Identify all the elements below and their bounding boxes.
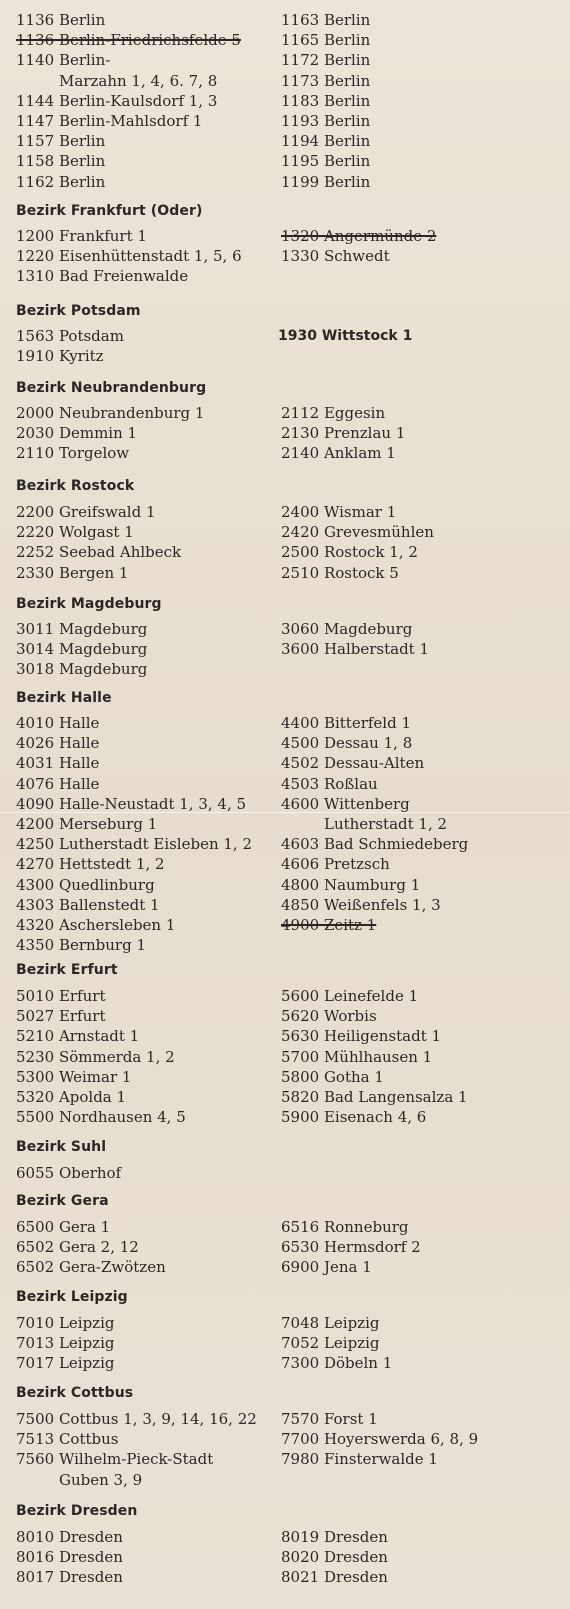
list-item: 5600 Leinefelde 1	[281, 987, 419, 1005]
section-right-column	[281, 713, 561, 935]
list-item: 1910 Kyritz	[16, 347, 104, 366]
section-right-column	[281, 1409, 561, 1470]
list-item-struck: 4900 Zeitz 1	[281, 915, 377, 934]
list-item: 7052 Leipzig	[281, 1334, 380, 1353]
list-item: 5800 Gotha 1	[281, 1067, 384, 1086]
list-item: 4031 Halle	[16, 754, 100, 773]
list-item: 1162 Berlin	[16, 172, 106, 191]
list-item: 7048 Leipzig	[281, 1314, 380, 1332]
section-title: Bezirk Halle	[16, 690, 112, 706]
section-title: Bezirk Leipzig	[16, 1289, 128, 1305]
section-left-column	[16, 1217, 296, 1278]
list-item: 1194 Berlin	[281, 132, 371, 151]
list-item: 5700 Mühlhausen 1	[281, 1047, 433, 1066]
list-item: 1165 Berlin	[281, 31, 371, 50]
list-item: 6516 Ronneburg	[281, 1218, 409, 1236]
list-item: 2252 Seebad Ahlbeck	[16, 543, 182, 562]
section-right-column	[281, 1217, 561, 1278]
list-item: 5300 Weimar 1	[16, 1067, 132, 1086]
list-item: 1930 Wittstock 1	[278, 328, 413, 344]
list-item: 2500 Rostock 1, 2	[281, 543, 418, 562]
list-item: 8017 Dresden	[16, 1568, 123, 1587]
list-item: 7013 Leipzig	[16, 1334, 115, 1353]
list-item: 2130 Prenzlau 1	[281, 424, 406, 443]
list-item: 8010 Dresden	[16, 1528, 123, 1546]
list-item: 6530 Hermsdorf 2	[281, 1238, 421, 1257]
list-item: 1144 Berlin-Kaulsdorf 1, 3	[16, 91, 218, 110]
list-item: 5010 Erfurt	[16, 987, 106, 1005]
list-item: 2220 Wolgast 1	[16, 523, 134, 542]
list-item: 1195 Berlin	[281, 152, 371, 171]
list-item: 2030 Demmin 1	[16, 424, 138, 443]
section-left-column	[16, 1409, 296, 1490]
list-item: 1310 Bad Freienwalde	[16, 267, 189, 286]
list-item: 7017 Leipzig	[16, 1354, 115, 1373]
list-item: 8019 Dresden	[281, 1528, 388, 1546]
section-right-column	[281, 1313, 561, 1374]
list-item: 1220 Eisenhüttenstadt 1, 5, 6	[16, 247, 242, 266]
section-left-column	[16, 986, 296, 1127]
list-item: 1199 Berlin	[281, 172, 371, 191]
list-item: 1157 Berlin	[16, 132, 106, 151]
list-item: 4300 Quedlinburg	[16, 875, 155, 894]
section-right-column	[281, 502, 561, 583]
list-item: 3018 Magdeburg	[16, 660, 148, 679]
section-left-column	[16, 1527, 296, 1588]
list-item: 5620 Worbis	[281, 1007, 377, 1026]
list-item-continuation: Lutherstadt 1, 2	[324, 814, 448, 833]
list-item: 3060 Magdeburg	[281, 620, 413, 638]
list-item: 2400 Wismar 1	[281, 503, 397, 521]
list-item: 3011 Magdeburg	[16, 620, 148, 638]
list-item: 6900 Jena 1	[281, 1258, 372, 1277]
section-right-column	[281, 403, 561, 464]
list-item: 7500 Cottbus 1, 3, 9, 14, 16, 22	[16, 1410, 257, 1428]
section-right-column	[281, 619, 561, 659]
list-item: 6500 Gera 1	[16, 1218, 111, 1236]
section-right-column	[278, 326, 558, 346]
list-item: 3014 Magdeburg	[16, 640, 148, 659]
list-item: 4500 Dessau 1, 8	[281, 734, 413, 753]
list-item: 5320 Apolda 1	[16, 1087, 127, 1106]
list-item-continuation: Marzahn 1, 4, 6. 7, 8	[59, 71, 218, 90]
list-item: 7560 Wilhelm-Pieck-Stadt	[16, 1450, 214, 1469]
list-item: 4603 Bad Schmiedeberg	[281, 835, 469, 854]
section-title: Bezirk Gera	[16, 1193, 109, 1209]
list-item: 5630 Heiligenstadt 1	[281, 1027, 442, 1046]
list-item: 5230 Sömmerda 1, 2	[16, 1047, 175, 1066]
list-item: 1330 Schwedt	[281, 247, 390, 266]
list-item: 1563 Potsdam	[16, 327, 124, 345]
list-item: 4503 Roßlau	[281, 774, 378, 793]
list-item: 1173 Berlin	[281, 71, 371, 90]
list-item: 5900 Eisenach 4, 6	[281, 1108, 427, 1127]
list-item: 1163 Berlin	[281, 11, 371, 29]
list-item: 4850 Weißenfels 1, 3	[281, 895, 441, 914]
section-left-column	[16, 403, 296, 464]
list-item: 7513 Cottbus	[16, 1430, 119, 1449]
list-item: 2110 Torgelow	[16, 444, 130, 463]
list-item: 6502 Gera-Zwötzen	[16, 1258, 166, 1277]
list-item: 4400 Bitterfeld 1	[281, 714, 412, 732]
section-left-column	[16, 1163, 296, 1183]
section-title: Bezirk Dresden	[16, 1503, 138, 1519]
list-item: 2330 Bergen 1	[16, 563, 129, 582]
list-item: 6502 Gera 2, 12	[16, 1238, 139, 1257]
list-item: 1136 Berlin	[16, 11, 106, 29]
list-item-struck: 1320 Angermünde 2	[281, 227, 437, 245]
section-left-column	[16, 713, 296, 955]
list-item: 1147 Berlin-Mahlsdorf 1	[16, 111, 203, 130]
list-item: 2000 Neubrandenburg 1	[16, 404, 205, 422]
list-item-struck: 1136 Berlin-Friedrichsfelde 5	[16, 31, 241, 50]
list-item: 2112 Eggesin	[281, 404, 386, 422]
list-item: 5210 Arnstadt 1	[16, 1027, 140, 1046]
list-item: 1200 Frankfurt 1	[16, 227, 147, 245]
list-item: 1193 Berlin	[281, 111, 371, 130]
section-left-column	[16, 502, 296, 583]
list-item: 5820 Bad Langensalza 1	[281, 1087, 468, 1106]
list-item: 3600 Halberstadt 1	[281, 640, 430, 659]
list-item: 4090 Halle-Neustadt 1, 3, 4, 5	[16, 794, 247, 813]
section-left-column	[16, 619, 296, 680]
list-item: 5027 Erfurt	[16, 1007, 106, 1026]
list-item: 4800 Naumburg 1	[281, 875, 421, 894]
list-item: 1183 Berlin	[281, 91, 371, 110]
list-item: 4320 Aschersleben 1	[16, 915, 176, 934]
list-item: 4350 Bernburg 1	[16, 936, 147, 955]
section-right-column	[281, 1527, 561, 1588]
list-item: 7010 Leipzig	[16, 1314, 115, 1332]
section-title: Bezirk Frankfurt (Oder)	[16, 203, 203, 219]
berlin-left-column	[16, 10, 296, 192]
list-item: 4303 Ballenstedt 1	[16, 895, 160, 914]
list-item: 2200 Greifswald 1	[16, 503, 156, 521]
section-title: Bezirk Rostock	[16, 478, 135, 494]
section-title: Bezirk Potsdam	[16, 303, 141, 319]
list-item: 8020 Dresden	[281, 1548, 388, 1567]
list-item: 2140 Anklam 1	[281, 444, 396, 463]
section-title: Bezirk Suhl	[16, 1139, 107, 1155]
list-item-continuation: Guben 3, 9	[59, 1470, 143, 1489]
section-title: Bezirk Neubrandenburg	[16, 380, 207, 396]
list-item: 4026 Halle	[16, 734, 100, 753]
list-item: 2420 Grevesmühlen	[281, 523, 434, 542]
list-item: 8016 Dresden	[16, 1548, 123, 1567]
section-right-column	[281, 986, 561, 1127]
list-item: 7570 Forst 1	[281, 1410, 378, 1428]
section-left-column	[16, 226, 296, 287]
list-item: 1140 Berlin-	[16, 51, 111, 70]
list-item: 4270 Hettstedt 1, 2	[16, 855, 165, 874]
section-left-column	[16, 1313, 296, 1374]
list-item: 5500 Nordhausen 4, 5	[16, 1108, 186, 1127]
list-item: 8021 Dresden	[281, 1568, 388, 1587]
section-title: Bezirk Magdeburg	[16, 596, 162, 612]
list-item: 4606 Pretzsch	[281, 855, 390, 874]
list-item: 4600 Wittenberg	[281, 794, 410, 813]
berlin-right-column	[281, 10, 561, 192]
list-item: 2510 Rostock 5	[281, 563, 399, 582]
section-title: Bezirk Cottbus	[16, 1385, 134, 1401]
list-item: 4200 Merseburg 1	[16, 814, 158, 833]
list-item: 4076 Halle	[16, 774, 100, 793]
section-title: Bezirk Erfurt	[16, 962, 118, 978]
list-item: 7700 Hoyerswerda 6, 8, 9	[281, 1430, 479, 1449]
list-item: 7980 Finsterwalde 1	[281, 1450, 438, 1469]
list-item: 1172 Berlin	[281, 51, 371, 70]
list-item: 1158 Berlin	[16, 152, 106, 171]
list-item: 4502 Dessau-Alten	[281, 754, 425, 773]
list-item: 4250 Lutherstadt Eisleben 1, 2	[16, 835, 253, 854]
section-right-column	[281, 226, 561, 266]
section-left-column	[16, 326, 296, 366]
list-item: 6055 Oberhof	[16, 1164, 122, 1182]
list-item: 4010 Halle	[16, 714, 100, 732]
list-item: 7300 Döbeln 1	[281, 1354, 393, 1373]
